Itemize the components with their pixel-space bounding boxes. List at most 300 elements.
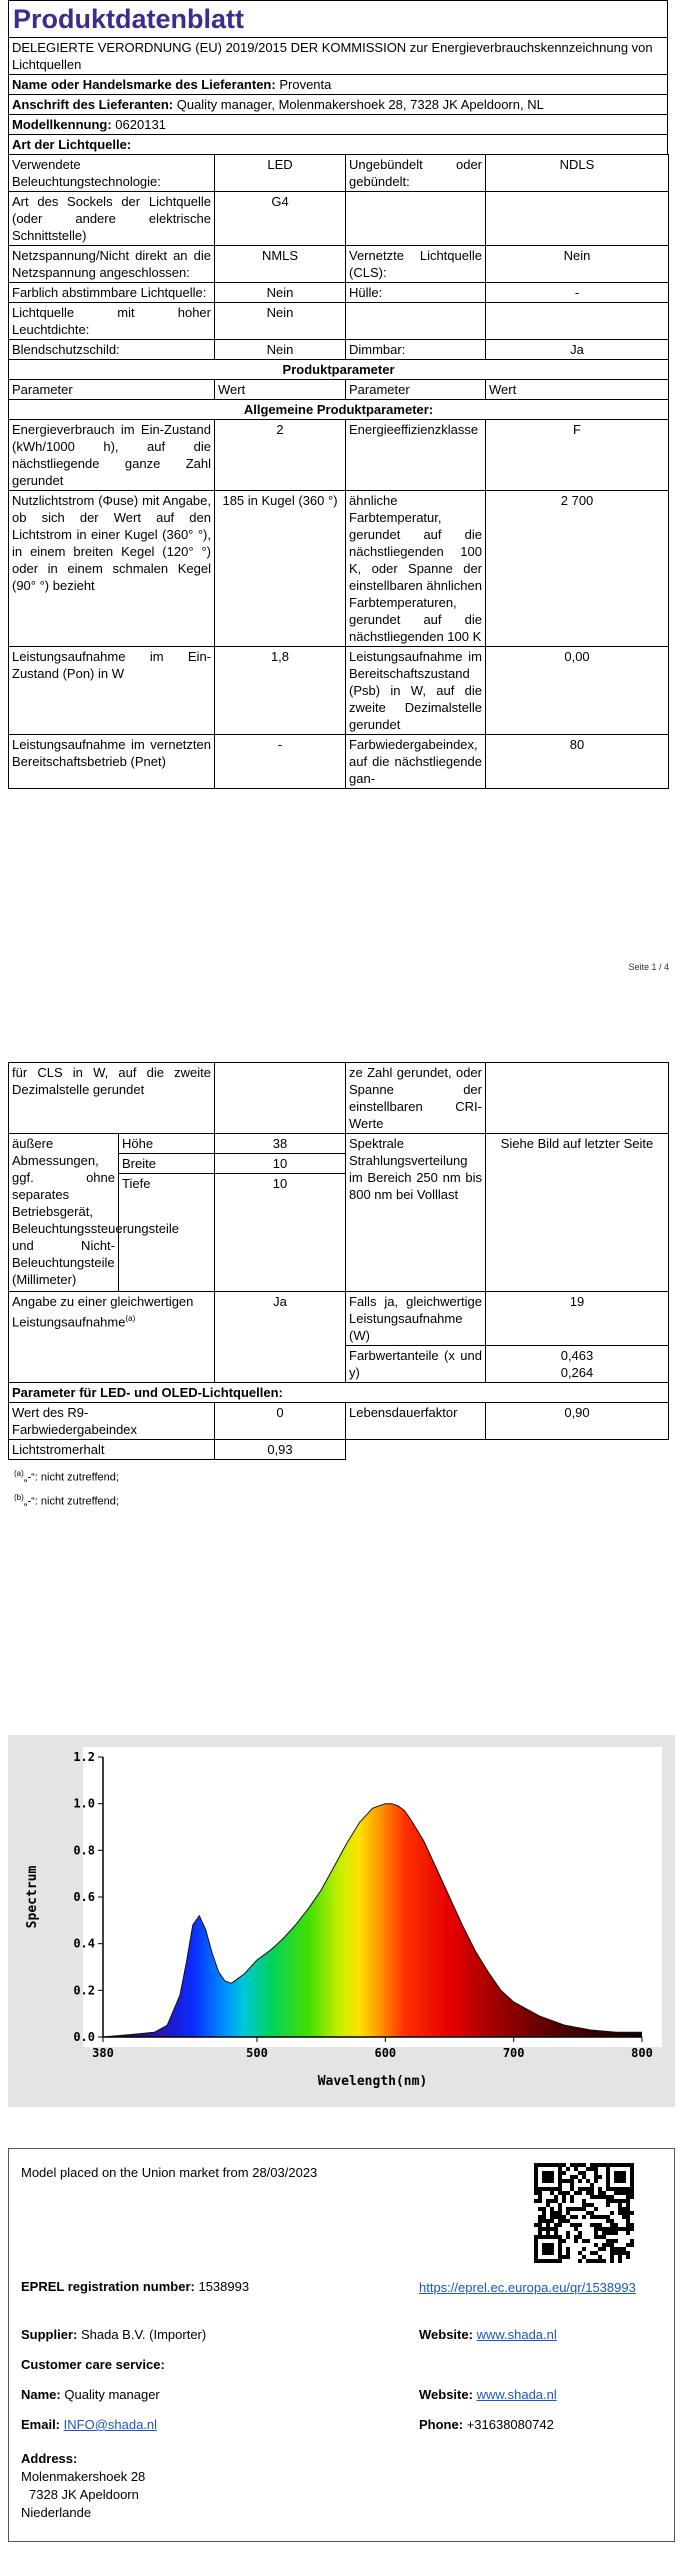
qr-module xyxy=(550,2219,554,2223)
footnote-b-text: „-“: nicht zutreffend; xyxy=(23,1495,119,1508)
model-row xyxy=(9,115,668,135)
qr-module xyxy=(626,2203,630,2207)
qr-module xyxy=(626,2211,630,2215)
cont-left: für CLS in W, auf die zweite Dezimalstelle gerundet xyxy=(9,1063,215,1134)
qr-module xyxy=(582,2187,586,2191)
art-row-value-2: Nein xyxy=(486,246,669,283)
footnote-a xyxy=(14,1464,683,1488)
qr-module xyxy=(598,2247,602,2251)
qr-module xyxy=(534,2175,538,2179)
qr-module xyxy=(562,2255,566,2259)
qr-module xyxy=(630,2163,634,2167)
qr-module xyxy=(586,2179,590,2183)
qr-module xyxy=(614,2171,618,2175)
col-value-1: Wert xyxy=(215,380,346,400)
qr-module xyxy=(614,2227,618,2231)
qr-module xyxy=(610,2187,614,2191)
eprel-link[interactable]: https://eprel.ec.europa.eu/qr/1538993 xyxy=(419,2280,636,2295)
email-row xyxy=(21,2417,157,2432)
page2-table xyxy=(8,1062,669,1460)
qr-module xyxy=(586,2211,590,2215)
address-label: Address: xyxy=(21,2451,78,2466)
email-link[interactable]: INFO@shada.nl xyxy=(63,2417,158,2432)
qr-module xyxy=(558,2251,562,2255)
qr-module xyxy=(602,2259,606,2263)
equiv-sup: (a) xyxy=(125,1314,136,1323)
qr-module xyxy=(622,2171,626,2175)
chroma-y: 0,264 xyxy=(560,1365,594,1380)
qr-module xyxy=(610,2219,614,2223)
qr-module xyxy=(586,2259,590,2263)
qr-module xyxy=(554,2195,558,2199)
art-row-label-1: Lichtquelle mit hoher Leuchtdichte: xyxy=(9,303,215,340)
qr-module xyxy=(550,2247,554,2251)
qr-module xyxy=(550,2259,554,2263)
qr-module xyxy=(574,2207,578,2211)
qr-module xyxy=(578,2259,582,2263)
qr-module xyxy=(538,2215,542,2219)
qr-module xyxy=(562,2163,566,2167)
website-link[interactable]: www.shada.nl xyxy=(476,2327,557,2342)
r9-label: Wert des R9-Farbwiedergabeindex xyxy=(9,1403,215,1440)
qr-module xyxy=(606,2187,610,2191)
dim-width-value: 10 xyxy=(215,1154,346,1174)
qr-module xyxy=(606,2199,610,2203)
qr-module xyxy=(606,2171,610,2175)
cont-empty xyxy=(215,1063,346,1134)
qr-module xyxy=(534,2187,538,2191)
qr-module xyxy=(570,2163,574,2167)
qr-module xyxy=(538,2163,542,2167)
qr-module xyxy=(582,2199,586,2203)
x-tick-label: 500 xyxy=(246,2046,268,2060)
equiv2-label: Falls ja, gleichwertige Leistungsaufnahme (W) xyxy=(346,1292,486,1346)
qr-module xyxy=(578,2187,582,2191)
qr-module xyxy=(586,2239,590,2243)
art-row xyxy=(9,303,669,340)
qr-module xyxy=(534,2239,538,2243)
qr-module xyxy=(614,2251,618,2255)
footnote-a-text: „-“: nicht zutreffend; xyxy=(23,1471,119,1484)
qr-module xyxy=(558,2203,562,2207)
qr-module xyxy=(542,2235,546,2239)
qr-module xyxy=(626,2163,630,2167)
qr-module xyxy=(558,2235,562,2239)
qr-module xyxy=(546,2227,550,2231)
qr-module xyxy=(594,2231,598,2235)
qr-module xyxy=(550,2199,554,2203)
qr-module xyxy=(558,2247,562,2251)
qr-module xyxy=(590,2163,594,2167)
qr-module xyxy=(598,2191,602,2195)
qr-module xyxy=(618,2259,622,2263)
qr-module xyxy=(566,2207,570,2211)
contact-name-value: Quality manager xyxy=(64,2387,160,2402)
qr-module xyxy=(626,2191,630,2195)
qr-module xyxy=(558,2179,562,2183)
art-row xyxy=(9,192,669,246)
qr-module xyxy=(538,2199,542,2203)
qr-module xyxy=(594,2259,598,2263)
qr-module xyxy=(586,2187,590,2191)
qr-module xyxy=(558,2239,562,2243)
qr-module xyxy=(602,2163,606,2167)
art-row-value-1: NMLS xyxy=(215,246,346,283)
art-row xyxy=(9,246,669,283)
spectrum-chart xyxy=(8,1735,675,2107)
flux-value: 0,93 xyxy=(215,1440,346,1460)
qr-module xyxy=(630,2171,634,2175)
qr-module xyxy=(550,2215,554,2219)
param-row-value-1: 1,8 xyxy=(215,647,346,735)
qr-module xyxy=(622,2215,626,2219)
qr-module xyxy=(610,2243,614,2247)
qr-module xyxy=(574,2223,578,2227)
qr-module xyxy=(542,2163,546,2167)
param-row-value-1: 2 xyxy=(215,420,346,491)
qr-module xyxy=(578,2163,582,2167)
qr-module xyxy=(534,2235,538,2239)
param-row-value-2: F xyxy=(486,420,669,491)
qr-module xyxy=(554,2199,558,2203)
qr-module xyxy=(606,2227,610,2231)
y-tick-label: 0.2 xyxy=(73,1983,95,1998)
qr-module xyxy=(606,2243,610,2247)
art-row-label-2 xyxy=(346,192,486,246)
page-2 xyxy=(0,1062,683,1511)
address-line1: Molenmakershoek 28 xyxy=(21,2469,146,2484)
qr-module xyxy=(554,2235,558,2239)
x-tick-label: 700 xyxy=(502,2046,525,2060)
qr-module xyxy=(542,2179,546,2183)
qr-module xyxy=(546,2163,550,2167)
param-row-label-1: Leistungsaufnahme im Ein-Zustand (Pon) in W xyxy=(9,647,215,735)
qr-module xyxy=(562,2179,566,2183)
qr-module xyxy=(562,2219,566,2223)
qr-module xyxy=(630,2211,634,2215)
website2-link[interactable]: www.shada.nl xyxy=(476,2387,557,2402)
qr-module xyxy=(582,2239,586,2243)
qr-module xyxy=(618,2251,622,2255)
qr-module xyxy=(538,2227,542,2231)
qr-module xyxy=(614,2191,618,2195)
model-label: Modellkennung: xyxy=(12,117,112,132)
qr-module xyxy=(558,2191,562,2195)
param-row-value-1: 185 in Kugel (360 °) xyxy=(215,491,346,647)
art-row-value-2: Ja xyxy=(486,340,669,360)
qr-module xyxy=(622,2227,626,2231)
qr-module xyxy=(566,2179,570,2183)
dim-height-label: Höhe xyxy=(119,1134,215,1154)
qr-module xyxy=(626,2243,630,2247)
qr-module xyxy=(606,2179,610,2183)
dim-width-label: Breite xyxy=(119,1154,215,1174)
col-param-1: Parameter xyxy=(9,380,215,400)
qr-module xyxy=(618,2247,622,2251)
qr-module xyxy=(546,2171,550,2175)
qr-module xyxy=(574,2227,578,2231)
contact-name-label: Name: xyxy=(21,2387,61,2402)
qr-module xyxy=(558,2187,562,2191)
qr-module xyxy=(558,2171,562,2175)
qr-module xyxy=(578,2235,582,2239)
chroma-label: Farbwertanteile (x und y) xyxy=(346,1346,486,1383)
footnote-a-sup: (a) xyxy=(14,1469,24,1478)
param-row-label-1: Leistungsaufnahme im vernetzten Bereitschaftsbetrieb (Pnet) xyxy=(9,735,215,789)
qr-module xyxy=(578,2179,582,2183)
qr-module xyxy=(622,2199,626,2203)
x-tick-label: 380 xyxy=(92,2046,114,2060)
qr-module xyxy=(590,2195,594,2199)
qr-module xyxy=(566,2247,570,2251)
qr-module xyxy=(542,2175,546,2179)
empty-cell-b xyxy=(486,1440,669,1460)
reg-row xyxy=(21,2279,249,2294)
qr-module xyxy=(594,2227,598,2231)
footnote-b-sup: (b) xyxy=(14,1492,24,1502)
qr-module xyxy=(558,2255,562,2259)
qr-module xyxy=(582,2175,586,2179)
art-row-value-2 xyxy=(486,192,669,246)
qr-module xyxy=(598,2195,602,2199)
art-row-value-1: G4 xyxy=(215,192,346,246)
qr-module xyxy=(558,2183,562,2187)
qr-module xyxy=(538,2187,542,2191)
x-tick-label: 600 xyxy=(374,2046,397,2060)
qr-module xyxy=(542,2259,546,2263)
page-number-1: Seite 1 / 4 xyxy=(628,962,669,972)
y-tick-label: 0.6 xyxy=(73,1890,95,1904)
qr-module xyxy=(598,2175,602,2179)
qr-module xyxy=(550,2171,554,2175)
qr-module xyxy=(606,2231,610,2235)
empty-cell-a xyxy=(346,1440,486,1460)
qr-module xyxy=(554,2163,558,2167)
qr-module xyxy=(618,2227,622,2231)
qr-module xyxy=(618,2255,622,2259)
qr-module xyxy=(630,2223,634,2227)
qr-module xyxy=(542,2219,546,2223)
art-row-value-1: Nein xyxy=(215,303,346,340)
qr-module xyxy=(534,2183,538,2187)
qr-module xyxy=(630,2179,634,2183)
param-row-label-1: Energieverbrauch im Ein-Zustand (kWh/1000 h), auf die nächstliegende ganze Zahl gerundet xyxy=(9,420,215,491)
y-tick-label: 1.2 xyxy=(73,1750,95,1764)
address-line3: Niederlande xyxy=(21,2505,92,2520)
art-heading: Art der Lichtquelle: xyxy=(9,135,668,155)
qr-module xyxy=(610,2259,614,2263)
page-1 xyxy=(0,0,683,972)
qr-module xyxy=(594,2167,598,2171)
qr-module xyxy=(534,2199,538,2203)
qr-module xyxy=(614,2163,618,2167)
qr-module xyxy=(574,2175,578,2179)
qr-module xyxy=(586,2167,590,2171)
qr-module xyxy=(570,2223,574,2227)
qr-module xyxy=(546,2179,550,2183)
col-param-2: Parameter xyxy=(346,380,486,400)
qr-module xyxy=(626,2215,630,2219)
qr-module xyxy=(542,2207,546,2211)
param-row-value-2: 0,00 xyxy=(486,647,669,735)
qr-module xyxy=(626,2207,630,2211)
qr-module xyxy=(606,2239,610,2243)
qr-module xyxy=(618,2171,622,2175)
qr-module xyxy=(534,2167,538,2171)
qr-module xyxy=(570,2195,574,2199)
qr-module xyxy=(618,2203,622,2207)
qr-module xyxy=(546,2175,550,2179)
y-tick-label: 0.4 xyxy=(73,1936,95,1951)
qr-module xyxy=(618,2163,622,2167)
qr-module xyxy=(614,2231,618,2235)
phone-value: +31638080742 xyxy=(466,2417,554,2432)
qr-module xyxy=(574,2215,578,2219)
page-title: Produktdatenblatt xyxy=(9,1,668,38)
qr-module xyxy=(546,2223,550,2227)
qr-module xyxy=(594,2243,598,2247)
qr-module xyxy=(594,2195,598,2199)
qr-module xyxy=(602,2227,606,2231)
qr-module xyxy=(610,2251,614,2255)
qr-module xyxy=(534,2179,538,2183)
qr-module xyxy=(566,2167,570,2171)
qr-module xyxy=(622,2251,626,2255)
qr-module xyxy=(542,2243,546,2247)
qr-module xyxy=(618,2187,622,2191)
website-row xyxy=(419,2327,557,2342)
param-row-label-1: Nutzlichtstrom (Φuse) mit Angabe, ob sich der Wert auf den Lichtstrom in einer Kugel (360° °), in einem breiten Kegel (120° °) oder in einem schmalen Kegel (90° °) bezieht xyxy=(9,491,215,647)
qr-module xyxy=(554,2231,558,2235)
param-row xyxy=(9,735,669,789)
qr-module xyxy=(606,2195,610,2199)
qr-module xyxy=(594,2251,598,2255)
qr-module xyxy=(550,2251,554,2255)
qr-module xyxy=(598,2223,602,2227)
qr-module xyxy=(626,2251,630,2255)
qr-module xyxy=(538,2231,542,2235)
website2-label: Website: xyxy=(419,2387,473,2402)
chroma-value xyxy=(486,1346,669,1383)
qr-module xyxy=(546,2247,550,2251)
qr-module xyxy=(626,2223,630,2227)
art-row-label-1: Netzspannung/Nicht direkt an die Netzspannung angeschlossen: xyxy=(9,246,215,283)
params-table xyxy=(8,359,669,789)
qr-module xyxy=(622,2211,626,2215)
qr-module xyxy=(550,2179,554,2183)
address-line2: 7328 JK Apeldoorn xyxy=(29,2487,139,2502)
qr-module xyxy=(618,2179,622,2183)
qr-module xyxy=(574,2163,578,2167)
flux-label: Lichtstromerhalt xyxy=(9,1440,215,1460)
market-text: Model placed on the Union market from 28/03/2023 xyxy=(21,2165,318,2180)
website-label: Website: xyxy=(419,2327,473,2342)
qr-module xyxy=(594,2207,598,2211)
supplier-label: Supplier: xyxy=(21,2327,78,2342)
art-row-value-1: Nein xyxy=(215,283,346,303)
qr-module xyxy=(590,2187,594,2191)
r9-value: 0 xyxy=(215,1403,346,1440)
qr-module xyxy=(534,2251,538,2255)
qr-module xyxy=(582,2163,586,2167)
qr-module xyxy=(582,2215,586,2219)
qr-module xyxy=(610,2227,614,2231)
qr-module xyxy=(550,2235,554,2239)
qr-module xyxy=(558,2219,562,2223)
chroma-x: 0,463 xyxy=(560,1348,594,1363)
equiv-label xyxy=(9,1292,215,1383)
qr-module xyxy=(626,2219,630,2223)
qr-module xyxy=(626,2187,630,2191)
param-row-label-2: Farbwiedergabeindex, auf die nächstliegende gan- xyxy=(346,735,486,789)
qr-module xyxy=(538,2191,542,2195)
art-row-value-1: Nein xyxy=(215,340,346,360)
qr-module xyxy=(598,2187,602,2191)
qr-module xyxy=(606,2219,610,2223)
qr-module xyxy=(602,2235,606,2239)
qr-code[interactable] xyxy=(534,2163,634,2263)
cont-right: ze Zahl gerundet, oder Spanne der einstellbaren CRI-Werte xyxy=(346,1063,486,1134)
qr-module xyxy=(626,2199,630,2203)
reg-value: 1538993 xyxy=(198,2279,250,2294)
param-row-label-2: ähnliche Farbtemperatur, gerundet auf die nächstliegenden 100 K, oder Spanne der einstellbaren ähnlichen Farbtemperaturen, gerundet auf die nächstliegenden 100 K xyxy=(346,491,486,647)
qr-module xyxy=(586,2191,590,2195)
qr-module xyxy=(606,2167,610,2171)
qr-module xyxy=(610,2195,614,2199)
qr-module xyxy=(554,2187,558,2191)
qr-module xyxy=(566,2255,570,2259)
param-row-value-2: 2 700 xyxy=(486,491,669,647)
equiv-value: Ja xyxy=(215,1292,346,1383)
qr-module xyxy=(558,2175,562,2179)
qr-module xyxy=(538,2235,542,2239)
qr-module xyxy=(578,2191,582,2195)
qr-module xyxy=(566,2251,570,2255)
qr-module xyxy=(594,2171,598,2175)
param-row-value-2: 80 xyxy=(486,735,669,789)
qr-module xyxy=(598,2235,602,2239)
qr-module xyxy=(614,2223,618,2227)
qr-module xyxy=(550,2175,554,2179)
qr-module xyxy=(594,2223,598,2227)
qr-module xyxy=(582,2171,586,2175)
qr-module xyxy=(630,2187,634,2191)
qr-module xyxy=(590,2191,594,2195)
qr-module xyxy=(574,2191,578,2195)
qr-module xyxy=(582,2207,586,2211)
art-row-label-1: Farblich abstimmbare Lichtquelle: xyxy=(9,283,215,303)
qr-module xyxy=(558,2223,562,2227)
qr-module xyxy=(546,2243,550,2247)
led-heading: Parameter für LED- und OLED-Lichtquellen: xyxy=(9,1383,669,1403)
care-label: Customer care service: xyxy=(21,2357,165,2372)
qr-module xyxy=(626,2195,630,2199)
qr-module xyxy=(610,2163,614,2167)
qr-module xyxy=(554,2211,558,2215)
qr-module xyxy=(594,2215,598,2219)
qr-module xyxy=(542,2215,546,2219)
y-tick-label: 0.0 xyxy=(73,2030,95,2044)
qr-module xyxy=(546,2219,550,2223)
qr-module xyxy=(630,2243,634,2247)
qr-module xyxy=(562,2199,566,2203)
qr-module xyxy=(542,2187,546,2191)
qr-module xyxy=(542,2171,546,2175)
qr-module xyxy=(554,2215,558,2219)
qr-module xyxy=(534,2163,538,2167)
art-row-value-1: LED xyxy=(215,155,346,192)
qr-module xyxy=(614,2247,618,2251)
